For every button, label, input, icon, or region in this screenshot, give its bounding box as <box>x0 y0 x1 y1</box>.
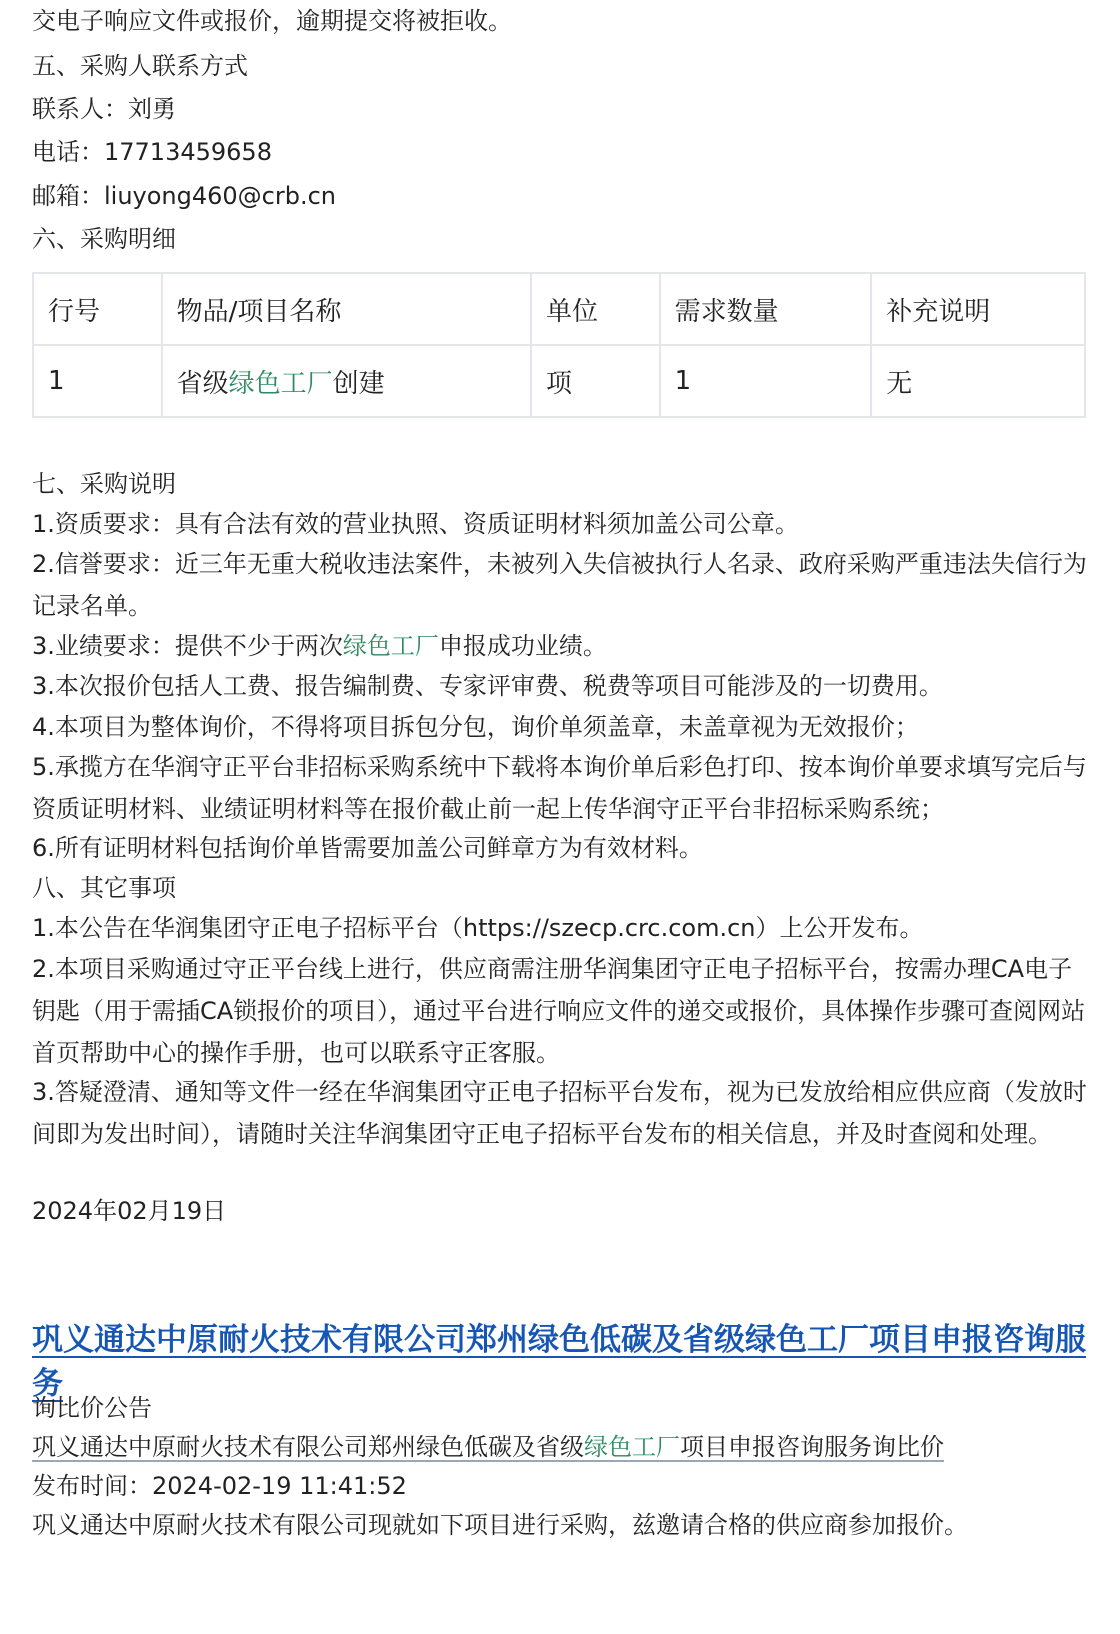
column-header: 物品/项目名称 <box>162 273 531 345</box>
instruction-item: 5.承揽方在华润守正平台非招标采购系统中下载将本询价单后彩色打印、按本询价单要求填写完后与资质证明材料、业绩证明材料等在报价截止前一起上传华润守正平台非招标采购系统； <box>32 753 1087 823</box>
cell-row-number: 1 <box>33 345 162 417</box>
notice-intro: 巩义通达中原耐火技术有限公司现就如下项目进行采购，兹邀请合格的供应商参加报价。 <box>32 1511 968 1539</box>
contact-person: 联系人：刘勇 <box>32 95 176 123</box>
column-header: 行号 <box>33 273 162 345</box>
keyword-highlight: 绿色工厂 <box>342 632 439 660</box>
instruction-suffix: 申报成功业绩。 <box>438 632 607 660</box>
instruction-item: 3.本次报价包括人工费、报告编制费、专家评审费、税费等项目可能涉及的一切费用。 <box>32 672 943 700</box>
instruction-item: 6.所有证明材料包括询价单皆需要加盖公司鲜章方为有效材料。 <box>32 834 703 862</box>
instruction-item: 4.本项目为整体询价，不得将项目拆包分包，询价单须盖章，未盖章视为无效报价； <box>32 713 919 741</box>
item-name-prefix: 省级 <box>176 368 229 399</box>
contact-phone: 电话：17713459658 <box>32 138 272 166</box>
instruction-item: 2.信誉要求：近三年无重大税收违法案件，未被列入失信被执行人名录、政府采购严重违法失信行为记录名单。 <box>32 550 1087 620</box>
subject-suffix: 项目申报咨询服务询比价 <box>680 1433 944 1461</box>
table-row <box>33 345 1085 417</box>
cell-quantity: 1 <box>660 345 872 417</box>
notice-subject <box>32 1430 944 1464</box>
column-header: 单位 <box>531 273 660 345</box>
contact-email: 邮箱：liuyong460@crb.cn <box>32 182 337 210</box>
other-item: 3.答疑澄清、通知等文件一经在华润集团守正电子招标平台发布，视为已发放给相应供应商（发放时间即为发出时间），请随时关注华润集团守正电子招标平台发布的相关信息，并及时查阅和处理。 <box>32 1078 1087 1148</box>
other-item: 1.本公告在华润集团守正电子招标平台（https://szecp.crc.com.cn）上公开发布。 <box>32 914 924 942</box>
section-heading-other: 八、其它事项 <box>32 874 176 902</box>
keyword-highlight: 绿色工厂 <box>584 1433 680 1461</box>
column-header: 补充说明 <box>871 273 1085 345</box>
cell-note: 无 <box>871 345 1085 417</box>
next-article-title[interactable]: 巩义通达中原耐火技术有限公司郑州绿色低碳及省级绿色工厂项目申报咨询服务 <box>32 1322 1086 1402</box>
instruction-prefix: 3.业绩要求：提供不少于两次 <box>32 632 343 660</box>
keyword-highlight: 绿色工厂 <box>228 368 333 399</box>
table-header-row <box>33 273 1085 345</box>
other-item: 2.本项目采购通过守正平台线上进行，供应商需注册华润集团守正电子招标平台，按需办理CA电子钥匙（用于需插CA锁报价的项目），通过平台进行响应文件的递交或报价，具体操作步骤可查阅网站首页帮助中心的操作手册，也可以联系守正客服。 <box>32 955 1086 1067</box>
cell-item-name <box>162 345 531 417</box>
instruction-item <box>32 629 607 663</box>
text-line: 交电子响应文件或报价，逾期提交将被拒收。 <box>32 7 512 35</box>
publish-date: 2024年02月19日 <box>32 1197 227 1225</box>
section-heading-instructions: 七、采购说明 <box>32 470 176 498</box>
column-header: 需求数量 <box>660 273 872 345</box>
section-heading-detail: 六、采购明细 <box>32 225 176 253</box>
item-name-suffix: 创建 <box>332 368 385 399</box>
section-heading-contact: 五、采购人联系方式 <box>32 52 248 80</box>
publish-time: 发布时间：2024-02-19 11:41:52 <box>32 1472 407 1500</box>
cell-unit: 项 <box>531 345 660 417</box>
instruction-item: 1.资质要求：具有合法有效的营业执照、资质证明材料须加盖公司公章。 <box>32 510 799 538</box>
procurement-detail-table <box>32 272 1086 418</box>
next-article-title-link[interactable] <box>32 1318 1092 1406</box>
notice-type: 询比价公告 <box>32 1394 152 1422</box>
subject-prefix: 巩义通达中原耐火技术有限公司郑州绿色低碳及省级 <box>32 1433 584 1461</box>
